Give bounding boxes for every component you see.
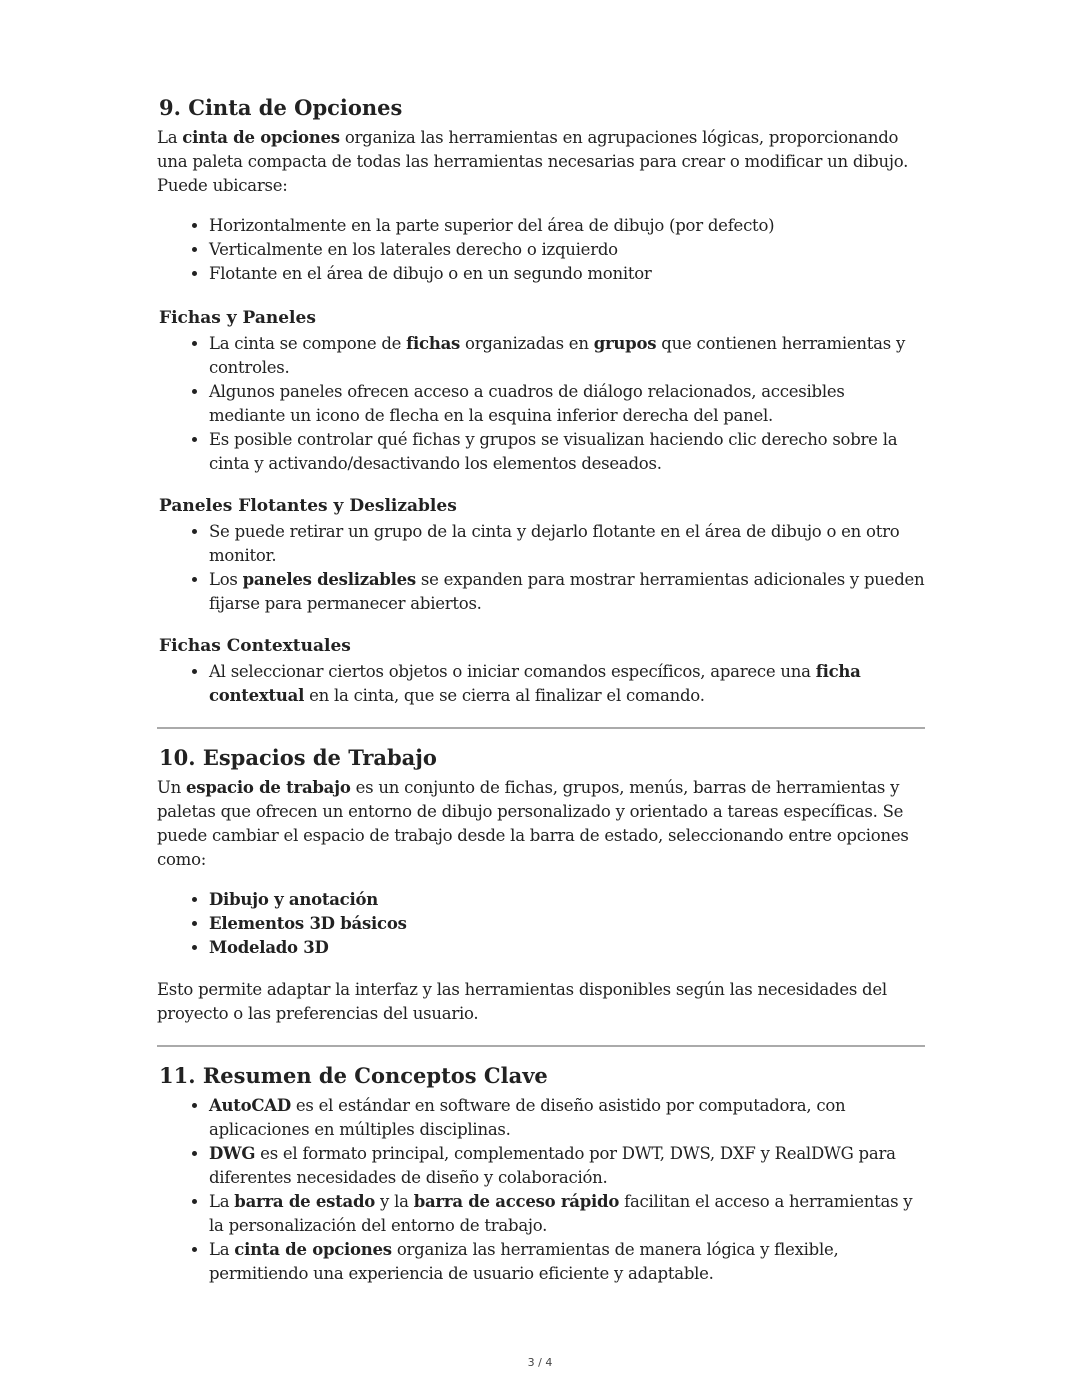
- list-item: • Dibujo y anotación: [209, 888, 925, 912]
- section-10-title: 10. Espacios de Trabajo: [159, 745, 437, 770]
- section-9-title: 9. Cinta de Opciones: [159, 95, 403, 120]
- section-10-intro: Un espacio de trabajo es un conjunto de fichas, grupos, menús, barras de herramientas y paletas que ofrecen un entorno de dibujo personalizado y orientado a tareas específicas. Se puede cambiar el espacio de trabajo desde la barra de estado, seleccionando entre opciones como:: [157, 778, 909, 869]
- fichas-paneles-heading: Fichas y Paneles: [159, 308, 316, 328]
- fichas-paneles-list: [157, 332, 925, 476]
- fichas-contextuales-heading: Fichas Contextuales: [159, 636, 351, 656]
- list-item: • AutoCAD es el estándar en software de diseño asistido por computadora, con aplicaciones en múltiples disciplinas.: [209, 1094, 925, 1142]
- list-item: • Horizontalmente en la parte superior del área de dibujo (por defecto): [209, 214, 925, 238]
- section-9-intro: La cinta de opciones organiza las herramientas en agrupaciones lógicas, proporcionando una paleta compacta de todas las herramientas necesarias para crear o modificar un dibujo. Puede ubicarse:: [157, 128, 909, 195]
- section-10-outro: Esto permite adaptar la interfaz y las herramientas disponibles según las necesidades del proyecto o las preferencias del usuario.: [157, 980, 887, 1023]
- ribbon-locations-list: [157, 214, 925, 286]
- list-item: • Elementos 3D básicos: [209, 912, 925, 936]
- list-item: • Es posible controlar qué fichas y grupos se visualizan haciendo clic derecho sobre la cinta y activando/desactivando los elementos deseados.: [209, 428, 925, 476]
- section-divider: [157, 1045, 925, 1047]
- list-item: • DWG es el formato principal, complementado por DWT, DWS, DXF y RealDWG para diferentes necesidades de diseño y colaboración.: [209, 1142, 925, 1190]
- list-item: • Modelado 3D: [209, 936, 925, 960]
- list-item: • La cinta se compone de fichas organizadas en grupos que contienen herramientas y controles.: [209, 332, 925, 380]
- list-item: • Verticalmente en los laterales derecho o izquierdo: [209, 238, 925, 262]
- section-divider: [157, 727, 925, 729]
- section-11-title: 11. Resumen de Conceptos Clave: [159, 1063, 548, 1088]
- list-item: • Se puede retirar un grupo de la cinta y dejarlo flotante en el área de dibujo o en otro monitor.: [209, 520, 925, 568]
- list-item: • La cinta de opciones organiza las herramientas de manera lógica y flexible, permitiendo una experiencia de usuario eficiente y adaptable.: [209, 1238, 925, 1286]
- list-item: • La barra de estado y la barra de acceso rápido facilitan el acceso a herramientas y la personalización del entorno de trabajo.: [209, 1190, 925, 1238]
- paneles-flotantes-list: [157, 520, 925, 616]
- list-item: • Al seleccionar ciertos objetos o iniciar comandos específicos, aparece una ficha contextual en la cinta, que se cierra al finalizar el comando.: [209, 660, 925, 708]
- fichas-contextuales-list: [157, 660, 925, 708]
- key-concepts-list: [157, 1094, 925, 1286]
- workspace-options-list: [157, 888, 925, 960]
- page-content: [157, 93, 925, 1286]
- page-number: 3 / 4: [527, 1356, 553, 1369]
- list-item: • Algunos paneles ofrecen acceso a cuadros de diálogo relacionados, accesibles mediante un icono de flecha en la esquina inferior derecha del panel.: [209, 380, 925, 428]
- paneles-flotantes-heading: Paneles Flotantes y Deslizables: [159, 496, 457, 516]
- list-item: • Los paneles deslizables se expanden para mostrar herramientas adicionales y pueden fijarse para permanecer abiertos.: [209, 568, 925, 616]
- list-item: • Flotante en el área de dibujo o en un segundo monitor: [209, 262, 925, 286]
